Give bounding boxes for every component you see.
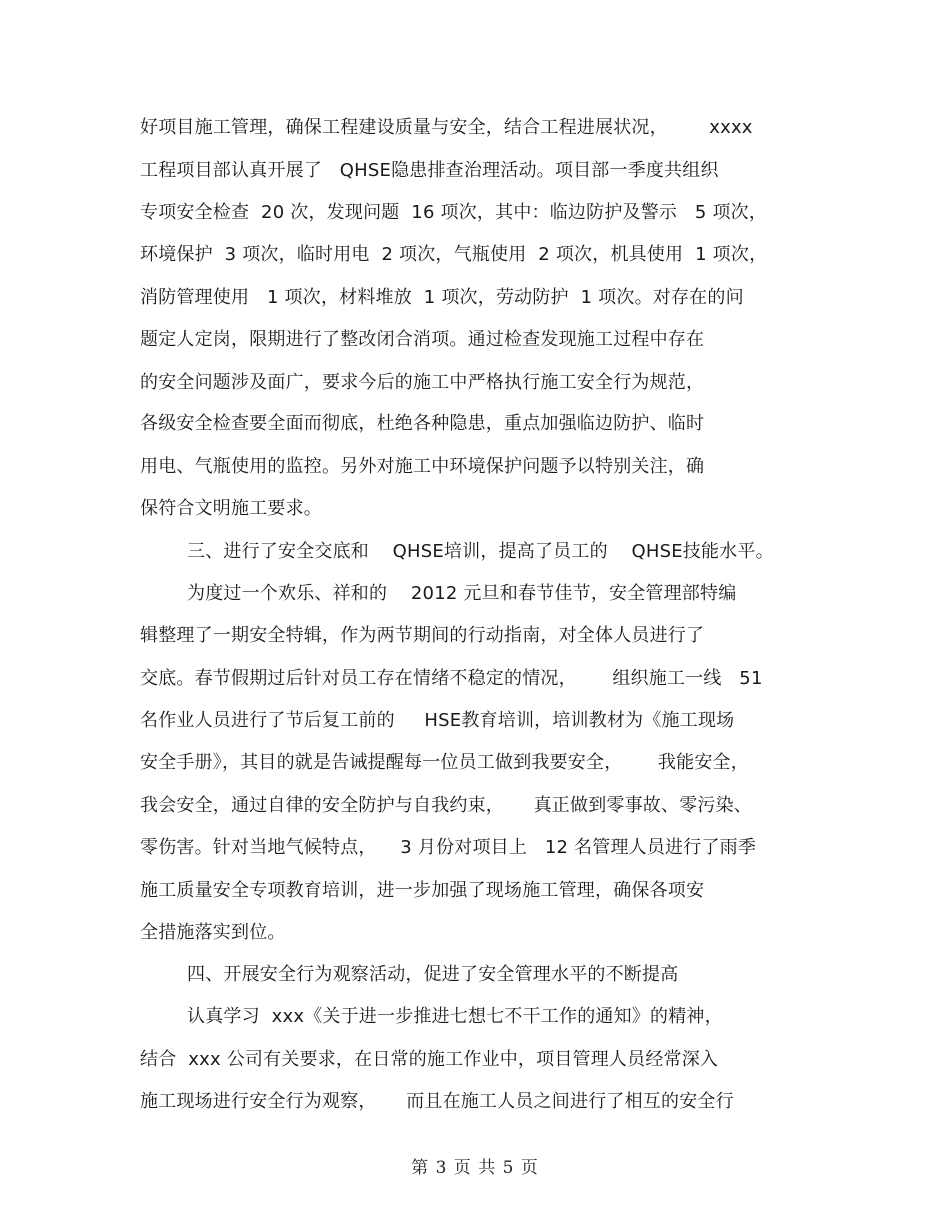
paragraph-line: 各级安全检查要全面而彻底，杜绝各种隐患，重点加强临边防护、临时	[140, 413, 705, 434]
paragraph-line: 我会安全，通过自律的安全防护与自我约束， 真正做到零事故、零污染、	[140, 795, 753, 816]
section-heading: 四、开展安全行为观察活动，促进了安全管理水平的不断提高	[187, 964, 679, 985]
paragraph-line: 好项目施工管理，确保工程建设质量与安全，结合工程进展状况， xxxx	[140, 117, 753, 138]
paragraph-line: 的安全问题涉及面广，要求今后的施工中严格执行施工安全行为规范，	[140, 372, 705, 393]
paragraph-line: 环境保护 3 项次，临时用电 2 项次，气瓶使用 2 项次，机具使用 1 项次，	[140, 244, 768, 265]
paragraph-line: 全措施落实到位。	[140, 922, 286, 943]
paragraph-line: 用电、气瓶使用的监控。另外对施工中环境保护问题予以特别关注，确	[140, 456, 705, 477]
paragraph-line: 认真学习 xxx《关于进一步推进七想七不干工作的通知》的精神，	[187, 1006, 723, 1027]
paragraph-line: 施工现场进行安全行为观察， 而且在施工人员之间进行了相互的安全行	[140, 1091, 734, 1112]
paragraph-line: 保符合文明施工要求。	[140, 498, 322, 519]
paragraph-line: 为度过一个欢乐、祥和的 2012 元旦和春节佳节，安全管理部特编	[187, 583, 737, 604]
paragraph-line: 名作业人员进行了节后复工前的 HSE教育培训，培训教材为《施工现场	[140, 710, 735, 731]
paragraph-line: 安全手册》，其目的就是告诫提醒每一位员工做到我要安全， 我能安全，	[140, 752, 749, 773]
paragraph-line: 结合 xxx 公司有关要求，在日常的施工作业中，项目管理人员经常深入	[140, 1049, 719, 1070]
page-number-footer: 第 3 页 共 5 页	[411, 1158, 539, 1178]
paragraph-line: 辑整理了一期安全特辑，作为两节期间的行动指南，对全体人员进行了	[140, 625, 705, 646]
paragraph-line: 交底。春节假期过后针对员工存在情绪不稳定的情况， 组织施工一线 51	[140, 668, 763, 689]
paragraph-line: 消防管理使用 1 项次，材料堆放 1 项次，劳动防护 1 项次。对存在的问	[140, 287, 744, 308]
section-heading: 三、进行了安全交底和 QHSE培训，提高了员工的 QHSE技能水平。	[187, 541, 774, 562]
paragraph-line: 专项安全检查 20 次，发现问题 16 项次，其中：临边防护及警示 5 项次，	[140, 202, 768, 223]
paragraph-line: 零伤害。针对当地气候特点， 3 月份对项目上 12 名管理人员进行了雨季	[140, 837, 757, 858]
paragraph-line: 施工质量安全专项教育培训，进一步加强了现场施工管理，确保各项安	[140, 880, 705, 901]
paragraph-line: 题定人定岗，限期进行了整改闭合消项。通过检查发现施工过程中存在	[140, 329, 705, 350]
paragraph-line: 工程项目部认真开展了 QHSE隐患排查治理活动。项目部一季度共组织	[140, 160, 719, 181]
